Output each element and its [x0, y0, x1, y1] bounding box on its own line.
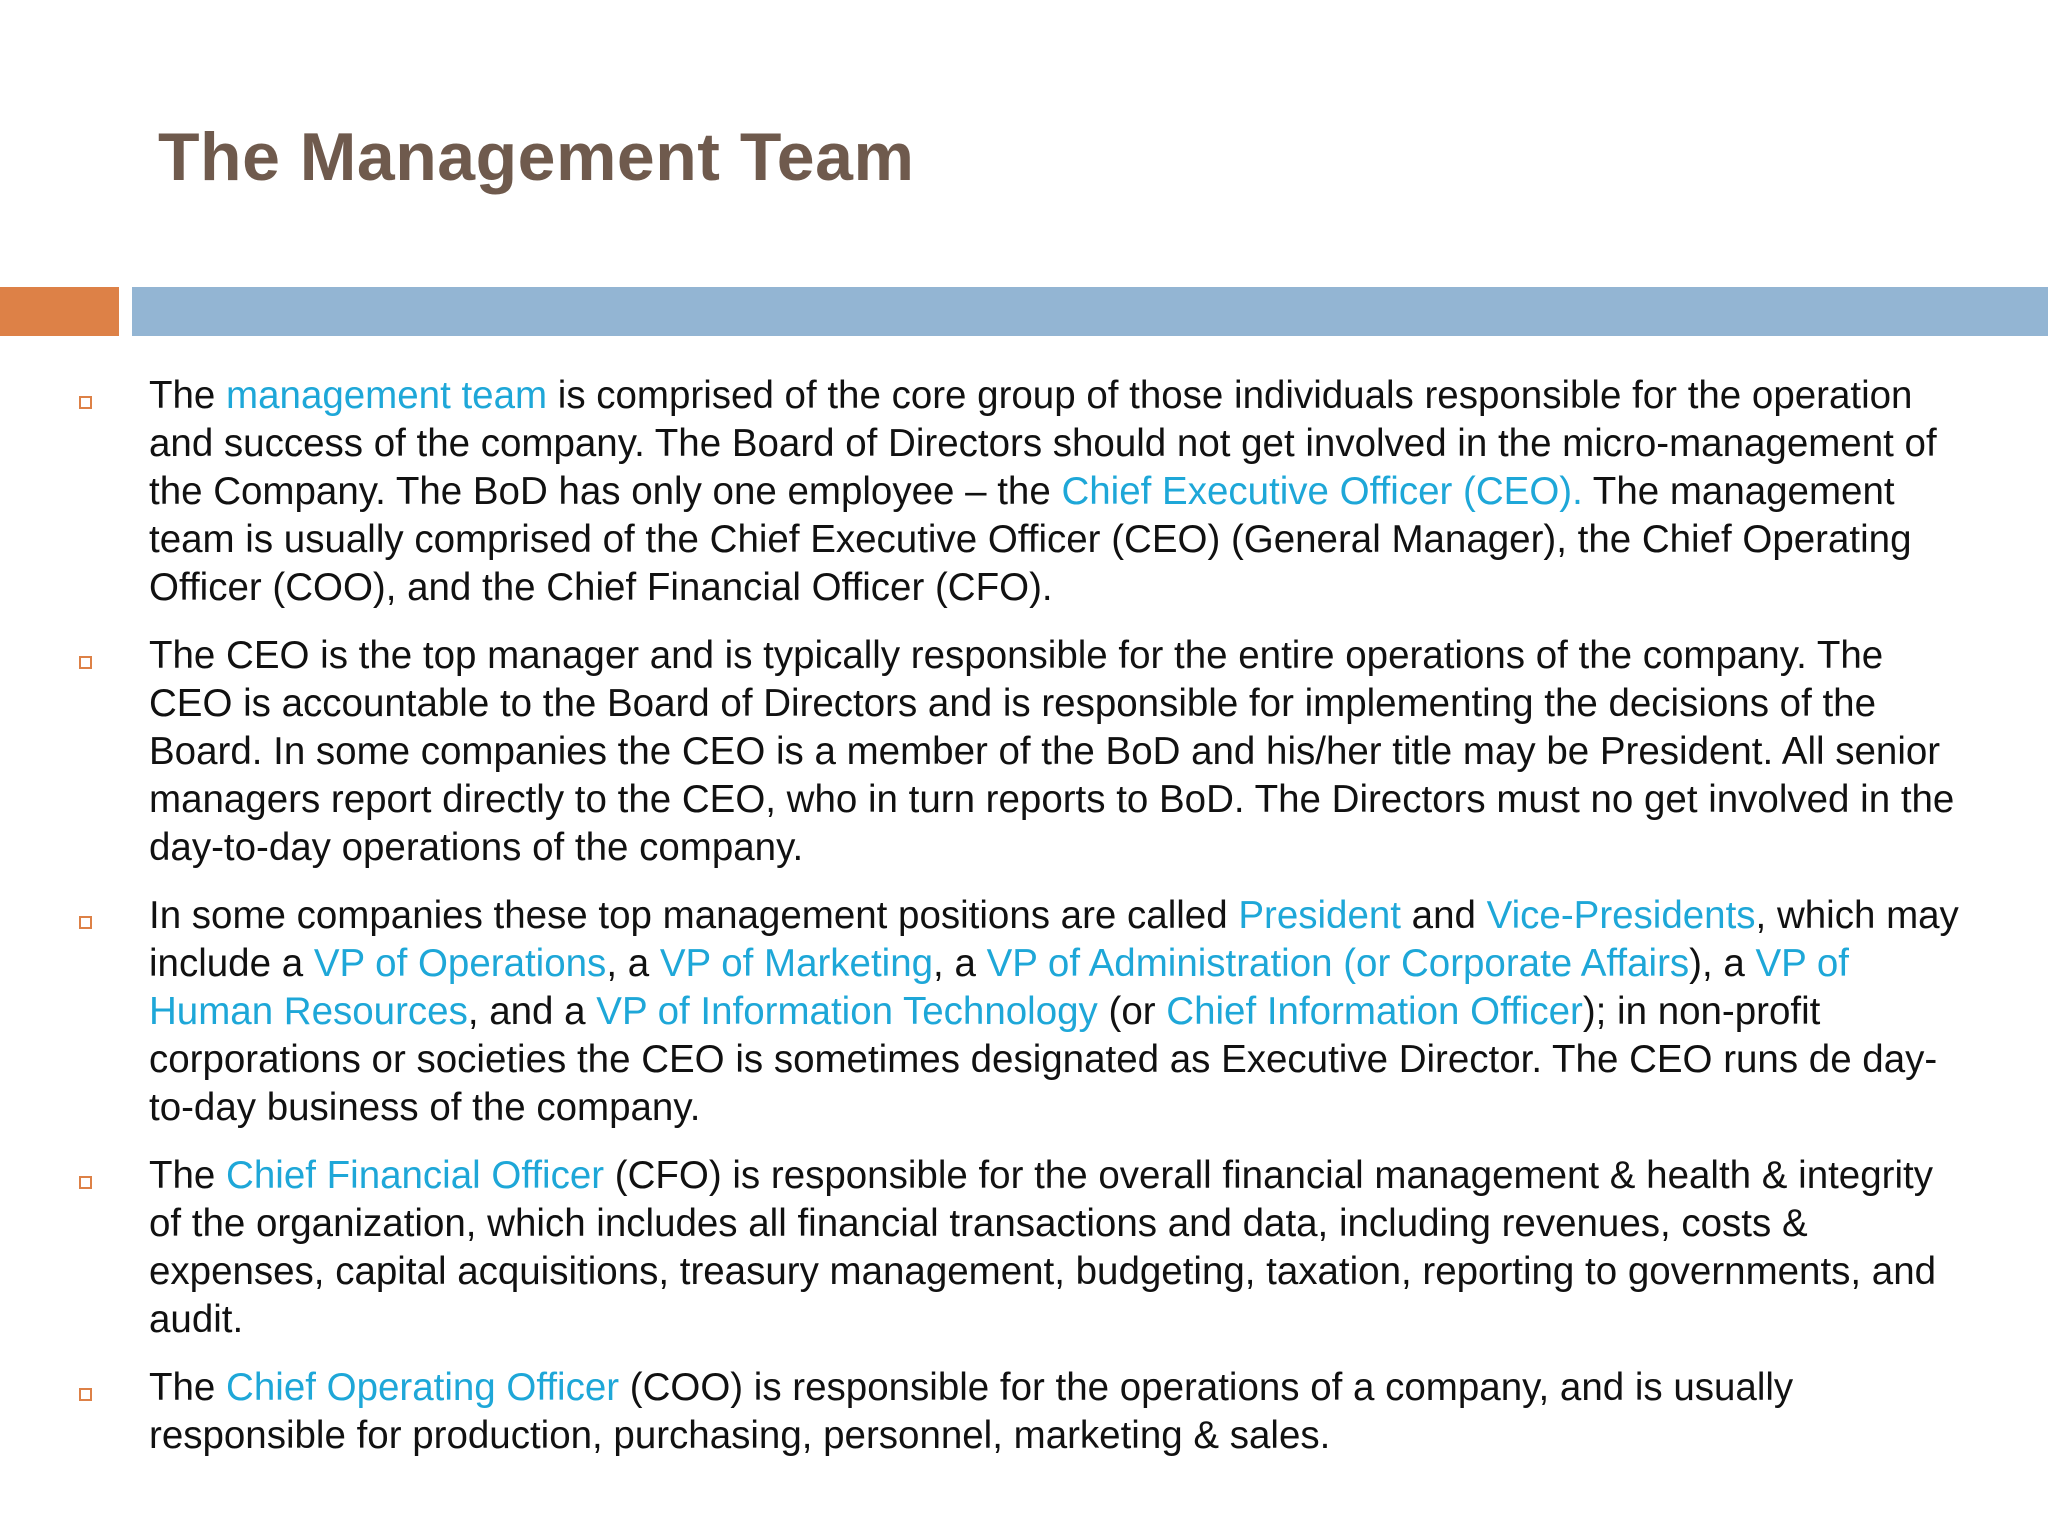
bullet-text: The management team is usually comprised of the Chief Executive Officer (CEO) (General Manager), the Chief Operating Officer (COO), and the Chief Financial Officer (CFO).: [149, 470, 1912, 609]
bullet-text: , and a: [467, 990, 597, 1033]
bullet-text: (COO) is responsible for the operations of a company, and is usually responsible for production, purchasing, personnel, marketing & sales.: [149, 1366, 1794, 1457]
bullet-text: and: [1400, 894, 1487, 937]
bullet-text: The: [149, 1366, 227, 1409]
bullet-text: is comprised of the core group of those individuals responsible for the operation and success of the company. The Board of Directors should not get involved in the micro-management of the Company. The BoD has only one employee – the: [149, 374, 1937, 513]
bullet-item: [0, 1364, 1959, 1460]
square-bullet-icon: [79, 656, 92, 669]
highlighted-term: VP of Information Technology: [596, 990, 1098, 1033]
square-bullet-icon: [79, 396, 92, 409]
highlighted-term: Chief Information Officer: [1166, 990, 1583, 1033]
square-bullet-icon: [79, 1176, 92, 1189]
bullet-text: , a: [933, 942, 987, 985]
bullet-item: [0, 1152, 1959, 1344]
bullet-item: [0, 632, 1959, 872]
bullet-text: The: [149, 1154, 227, 1197]
bullet-text: ), a: [1689, 942, 1756, 985]
square-bullet-icon: [79, 916, 92, 929]
bullet-text: (CFO) is responsible for the overall financial management & health & integrity of the organization, which includes all financial transactions and data, including revenues, costs & expenses, capital acquisitions, treasury management, budgeting, taxation, reporting to governments, and audit.: [149, 1154, 1937, 1341]
highlighted-term: VP of Marketing: [659, 942, 934, 985]
bullet-text: The: [149, 374, 227, 417]
highlighted-term: Vice-Presidents: [1486, 894, 1756, 937]
accent-bar-blue: [132, 287, 2048, 336]
bullet-text: , which may include a: [149, 894, 1959, 985]
slide-title: The Management Team: [158, 119, 915, 195]
bullet-text: In some companies these top management positions are called: [149, 894, 1239, 937]
bullet-list: [0, 372, 2048, 1480]
bullet-text: , a: [606, 942, 660, 985]
highlighted-term: VP of Operations: [313, 942, 607, 985]
square-bullet-icon: [79, 1388, 92, 1401]
highlighted-term: Chief Financial Officer: [226, 1154, 605, 1197]
bullet-item: [0, 892, 1959, 1132]
highlighted-term: management team: [226, 374, 548, 417]
bullet-text: (or: [1097, 990, 1167, 1033]
bullet-text: The CEO is the top manager and is typically responsible for the entire operations of the company. The CEO is accountable to the Board of Directors and is responsible for implementing the decisions of the Board. In some companies the CEO is a member of the BoD and his/her title may be President. All senior managers report directly to the CEO, who in turn reports to BoD. The Directors must no get involved in the day-to-day operations of the company.: [149, 634, 1955, 869]
bullet-item: [0, 372, 1959, 612]
highlighted-term: Chief Executive Officer (CEO).: [1061, 470, 1583, 513]
bullet-text: ); in non-profit corporations or societies the CEO is sometimes designated as Executive Director. The CEO runs de day-to-day business of the company.: [149, 990, 1938, 1129]
highlighted-term: VP of Administration (or Corporate Affairs: [986, 942, 1690, 985]
highlighted-term: VP of Human Resources: [149, 942, 1849, 1033]
highlighted-term: Chief Operating Officer: [226, 1366, 620, 1409]
highlighted-term: President: [1238, 894, 1401, 937]
accent-bar-orange: [0, 287, 119, 336]
